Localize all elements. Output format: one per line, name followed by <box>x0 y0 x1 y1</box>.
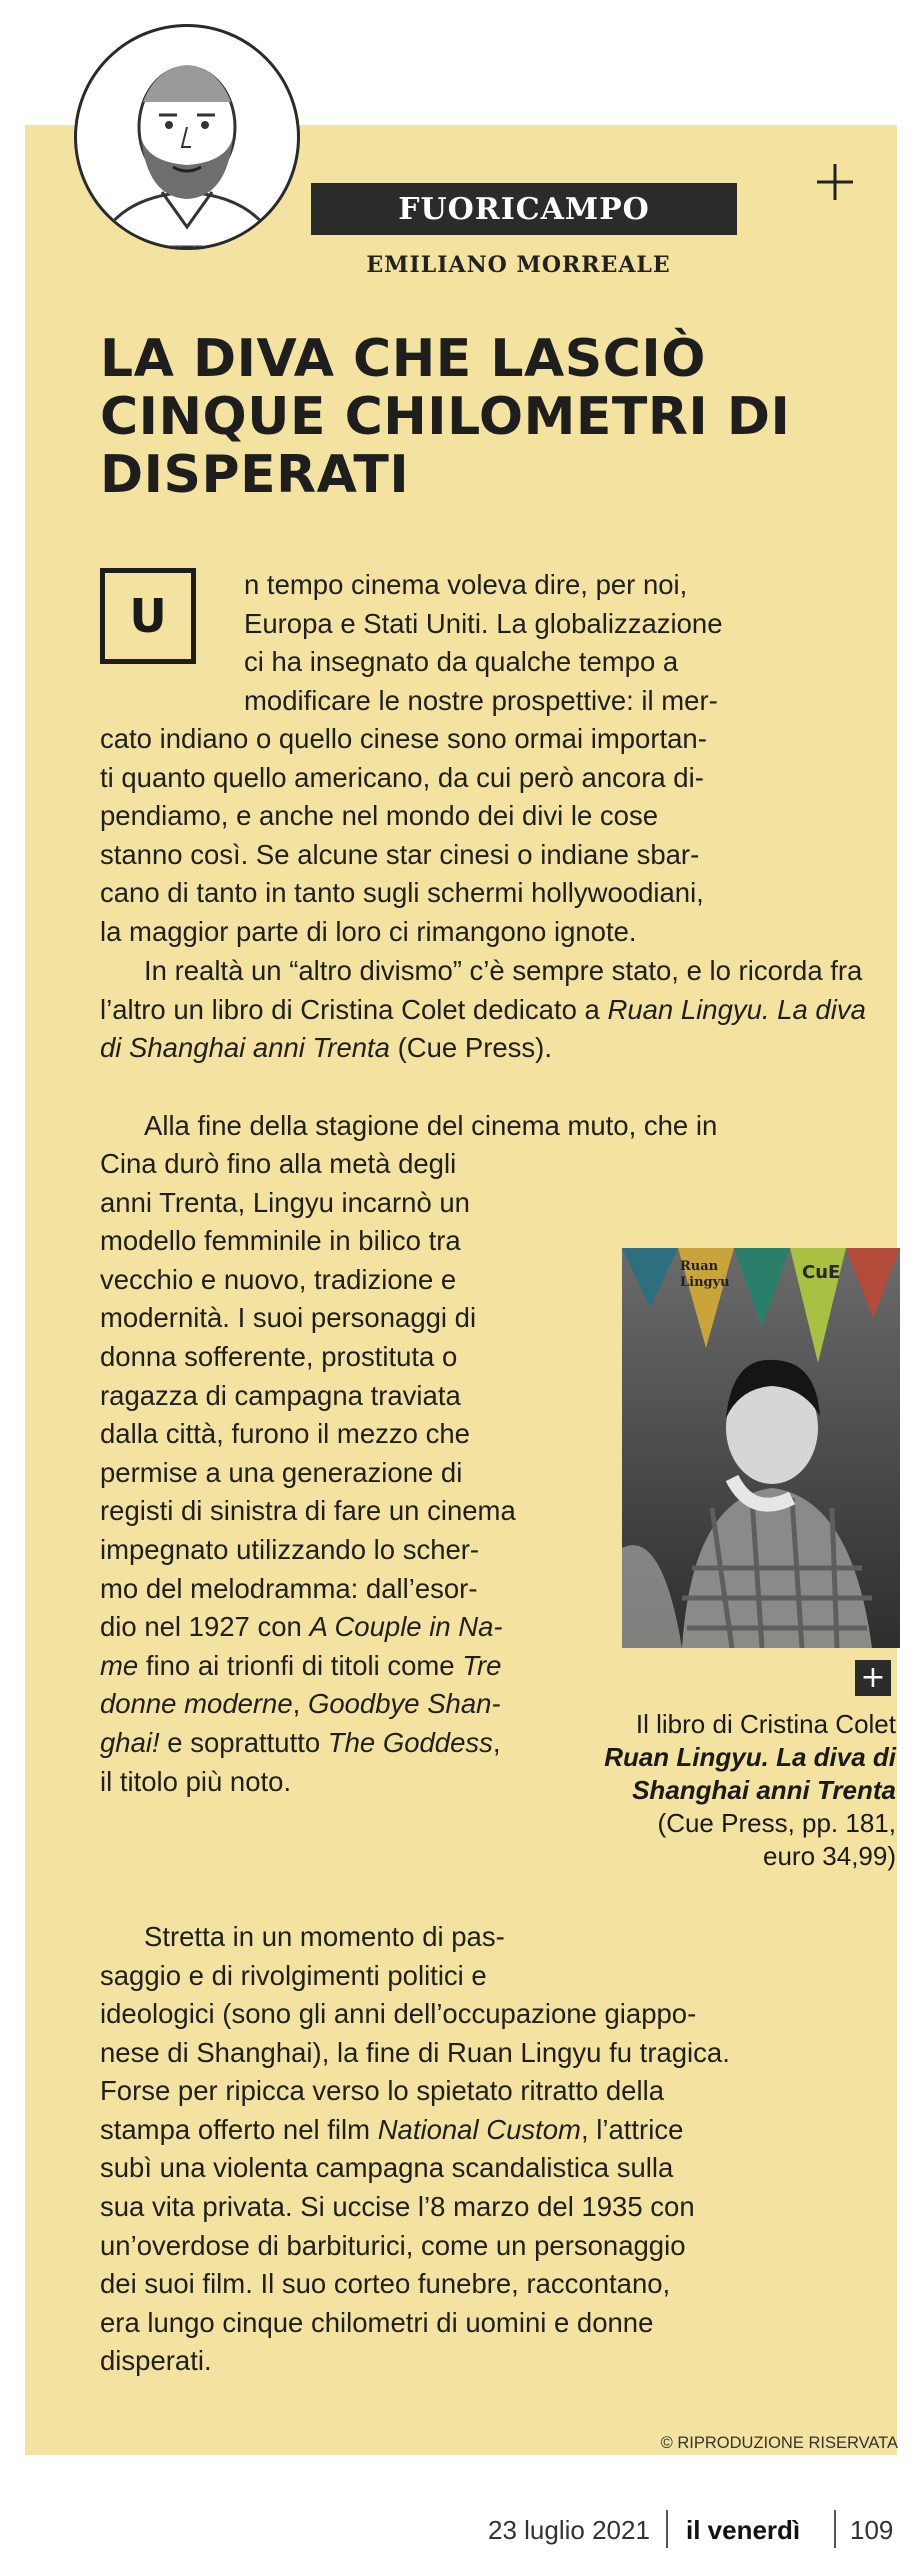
text-line <box>100 1724 600 1763</box>
paragraph-3 <box>100 1145 600 1801</box>
text-line: il titolo più noto. <box>100 1765 292 1797</box>
film-title: Goodbye Shan- <box>307 1688 501 1720</box>
text-line: nese di Shanghai), la fine di Ruan Lingyu fu tragica. <box>100 2036 730 2068</box>
caption-book-title: Ruan Lingyu. La diva di Shanghai anni Trenta <box>604 1742 896 1805</box>
text-line: modificare le nostre prospettive: il mer- <box>244 684 718 716</box>
book-cover-photo <box>622 1248 900 1648</box>
text-line: anni Trenta, Lingyu incarnò un <box>100 1186 470 1218</box>
text-line: subì una violenta campagna scandalistica sulla <box>100 2152 674 2184</box>
text-line: permise a una generazione di <box>100 1456 463 1488</box>
text-line: ragazza di campagna traviata <box>100 1379 461 1411</box>
text-span: stampa offerto nel film <box>100 2113 378 2145</box>
headline: LA DIVA CHE LASCIÒ CINQUE CHILOMETRI DI DISPERATI <box>100 329 791 505</box>
text-line: ci ha insegnato da qualche tempo a <box>244 646 679 678</box>
author-portrait <box>74 24 300 250</box>
film-title: me <box>100 1649 139 1681</box>
author-name: EMILIANO MORREALE <box>366 252 671 278</box>
cover-publisher: CuE <box>802 1262 841 1283</box>
issue-date: 23 luglio 2021 <box>488 2515 650 2545</box>
text-line <box>100 1608 600 1647</box>
text-line: mo del melodramma: dall’esor- <box>100 1572 478 1604</box>
publication-name: il venerdì <box>686 2515 801 2545</box>
film-title: The Goddess <box>327 1726 493 1758</box>
text-line: n tempo cinema voleva dire, per noi, <box>244 569 688 600</box>
text-line: vecchio e nuovo, tradizione e <box>100 1263 457 1295</box>
plus-icon[interactable]: + <box>855 1660 891 1696</box>
text-line: sua vita privata. Si uccise l’8 marzo del 1935 con <box>100 2190 695 2222</box>
text-line <box>100 1647 600 1686</box>
paragraph-4 <box>100 1995 875 2381</box>
paragraph-2 <box>100 952 875 1068</box>
text-line: ti quanto quello americano, da cui però ancora di- <box>100 761 704 793</box>
paragraph-1 <box>100 720 875 952</box>
text-line: donna sofferente, prostituta o <box>100 1340 458 1372</box>
film-title: A Couple in Na- <box>309 1611 503 1643</box>
text-span: , l’attrice <box>580 2113 684 2145</box>
text-line: ideologici (sono gli anni dell’occupazione giappo- <box>100 1998 697 2029</box>
column-title: FUORICAMPO <box>311 183 737 235</box>
text-line <box>100 2111 875 2150</box>
film-title: donne moderne <box>100 1688 293 1720</box>
film-title: National Custom <box>377 2113 581 2145</box>
text-line: saggio e di rivolgimenti politici e <box>100 1959 487 1991</box>
text-line: cato indiano o quello cinese sono ormai importan- <box>100 723 707 754</box>
text-line: Stretta in un momento di pas- <box>144 1921 505 1952</box>
copyright-note: © RIPRODUZIONE RISERVATA <box>660 2434 898 2452</box>
text-line: era lungo cinque chilometri di uomini e donne <box>100 2306 654 2338</box>
paragraph-text: In realtà un “altro divismo” c’è sempre stato, e lo ricorda fra l’altro un libro di Cristina Colet dedicato a <box>100 955 863 1025</box>
film-title: ghai! <box>100 1726 160 1758</box>
text-line: modernità. I suoi personaggi di <box>100 1302 477 1334</box>
text-line: Forse per ripicca verso lo spietato ritratto della <box>100 2075 664 2107</box>
page-number: 109 <box>850 2515 894 2545</box>
text-span: , <box>292 1688 308 1720</box>
text-line: cano di tanto in tanto sugli schermi hollywoodiani, <box>100 877 704 909</box>
portrait-illustration <box>77 27 297 247</box>
text-span: dio nel 1927 con <box>100 1611 310 1643</box>
caption-text: (Cue Press, pp. 181, euro 34,99) <box>657 1808 896 1871</box>
text-line: dalla città, furono il mezzo che <box>100 1418 470 1450</box>
dropcap: U <box>100 568 196 664</box>
lead-paragraph <box>244 566 874 720</box>
text-line: impegnato utilizzando lo scher- <box>100 1533 480 1565</box>
paragraph-4-start <box>100 1918 600 1995</box>
text-line: Cina durò fino alla metà degli <box>100 1148 457 1179</box>
text-line: dei suoi film. Il suo corteo funebre, raccontano, <box>100 2268 671 2300</box>
text-span: e soprattutto <box>159 1726 328 1758</box>
cover-title: Ruan <box>680 1259 719 1274</box>
cover-title: Lingyu <box>680 1275 730 1290</box>
text-line <box>100 1685 600 1724</box>
text-span: , <box>492 1726 501 1758</box>
footer-divider <box>834 2510 836 2548</box>
text-line: un’overdose di barbiturici, come un personaggio <box>100 2229 686 2261</box>
text-line: Europa e Stati Uniti. La globalizzazione <box>244 607 723 639</box>
text-span: fino ai trionfi di titoli come <box>138 1649 463 1681</box>
image-caption <box>600 1708 896 1873</box>
text-line: stanno così. Se alcune star cinesi o indiane sbar- <box>100 838 700 870</box>
caption-text: Il libro di Cristina Colet <box>635 1709 896 1739</box>
footer-divider <box>666 2510 668 2548</box>
text-line: modello femminile in bilico tra <box>100 1225 461 1257</box>
plus-icon[interactable] <box>815 162 855 202</box>
film-title: Tre <box>462 1649 502 1681</box>
text-line: registi di sinistra di fare un cinema <box>100 1495 516 1527</box>
text-line: pendiamo, e anche nel mondo dei divi le cose <box>100 800 659 832</box>
book-cover-image <box>622 1248 900 1648</box>
paragraph-3-first-line: Alla fine della stagione del cinema muto, che in <box>144 1110 718 1141</box>
text-line: disperati. <box>100 2345 212 2377</box>
text-line: la maggior parte di loro ci rimangono ignote. <box>100 915 637 947</box>
paragraph-text: (Cue Press). <box>389 1032 552 1064</box>
book-title: Ruan Lingyu. La diva di Shanghai anni Trenta <box>100 993 866 1064</box>
